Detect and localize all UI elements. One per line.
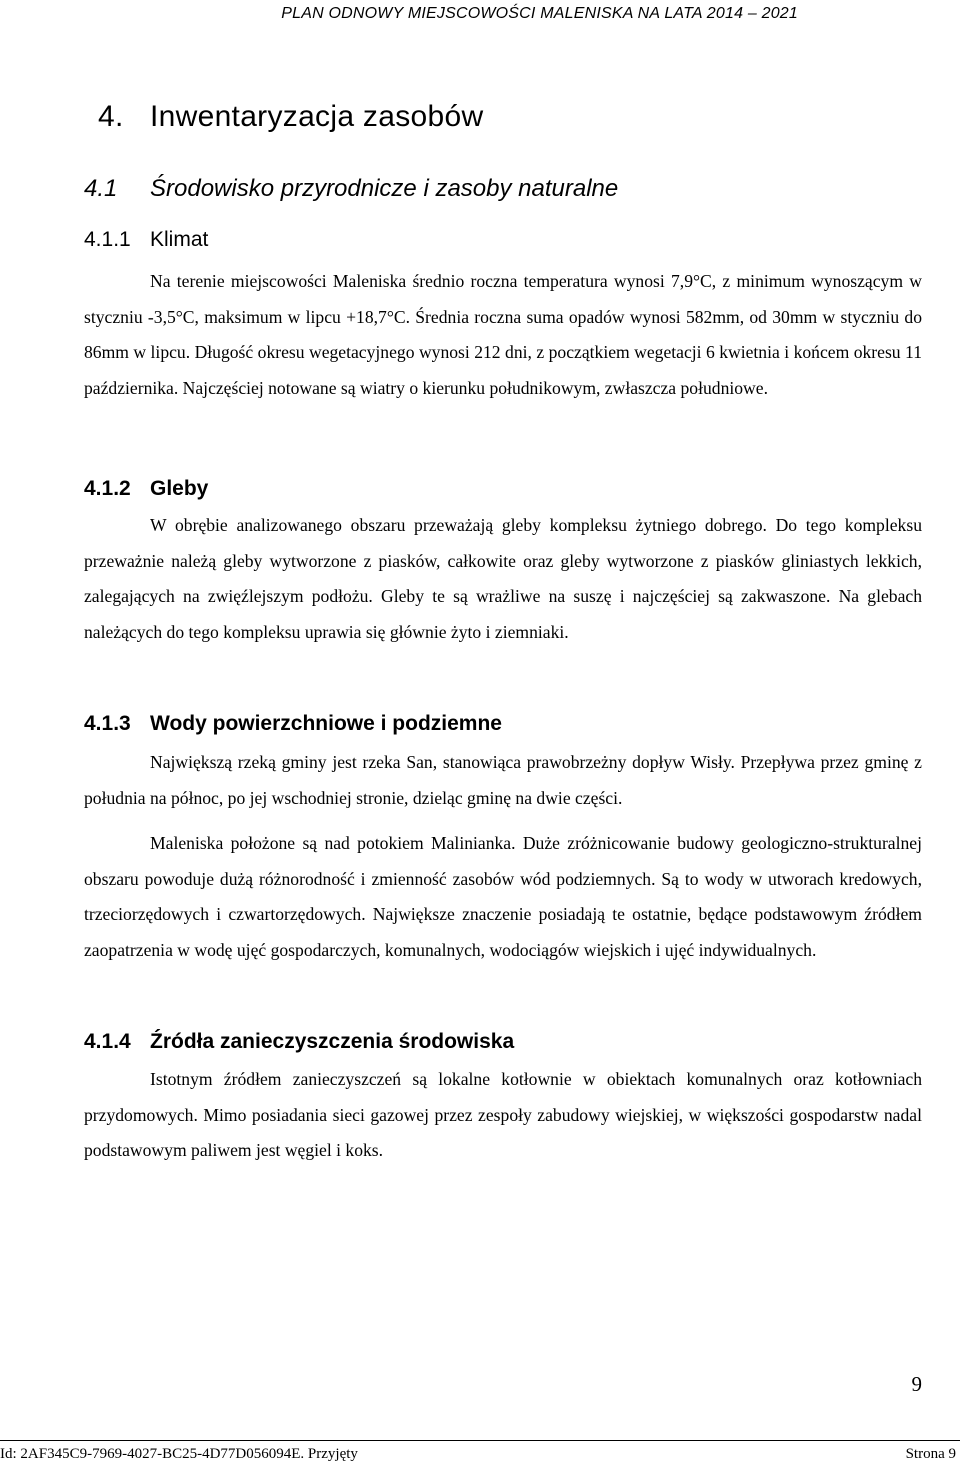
klimat-number: 4.1.1: [84, 228, 131, 251]
section-heading: [98, 100, 483, 134]
klimat-paragraph: Na terenie miejscowości Maleniska średnio roczna temperatura wynosi 7,9°C, z minimum wynoszącym w styczniu -3,5°C, maksimum w lipcu +18,7°C. Średnia roczna suma opadów wynosi 582mm, od 30mm w styczniu do 86mm w lipcu. Długość okresu wegetacyjnego wynosi 212 dni, z początkiem wegetacji 6 kwietnia i końcem okresu 11 października. Najczęściej notowane są wiatry o kierunku południkowym, zwłaszcza południowe.: [84, 271, 922, 398]
klimat-heading: [84, 228, 208, 252]
zrodla-number: 4.1.4: [84, 1030, 131, 1053]
subsection-number: 4.1: [84, 175, 118, 202]
wody-paragraph-1: Największą rzeką gminy jest rzeka San, stanowiąca prawobrzeżny dopływ Wisły. Przepływa przez gminę z południa na północ, po jej wschodniej stronie, dzieląc gminę na dwie części.: [84, 752, 922, 808]
section-title: Inwentaryzacja zasobów: [150, 100, 484, 133]
footer-page-label: Strona 9: [905, 1446, 956, 1462]
zrodla-heading: [84, 1030, 514, 1054]
wody-heading: [84, 712, 502, 736]
gleby-title: Gleby: [150, 477, 209, 500]
footer-document-id: Id: 2AF345C9-7969-4027-BC25-4D77D056094E. Przyjęty: [0, 1446, 358, 1462]
footer-divider: [0, 1440, 960, 1441]
gleby-number: 4.1.2: [84, 477, 131, 500]
klimat-title: Klimat: [150, 228, 209, 251]
wody-paragraph-2: Maleniska położone są nad potokiem Malinianka. Duże zróżnicowanie budowy geologiczno-strukturalnej obszaru powoduje dużą różnorodność i zmienność zasobów wód podziemnych. Są to wody w utworach kredowych, trzeciorzędowych i czwartorzędowych. Największe znaczenie posiadają te ostatnie, będące podstawowym źródłem zaopatrzenia w wodę ujęć gospodarczych, komunalnych, wodociągów wiejskich i ujęć indywidualnych.: [84, 833, 922, 960]
running-header: PLAN ODNOWY MIEJSCOWOŚCI MALENISKA NA LATA 2014 – 2021: [281, 5, 798, 22]
subsection-heading: [84, 175, 618, 203]
zrodla-paragraph: Istotnym źródłem zanieczyszczeń są lokalne kotłownie w obiektach komunalnych oraz kotłowniach przydomowych. Mimo posiadania sieci gazowej przez zespoły zabudowy wiejskiej, w większości gospodarstw nadal podstawowym paliwem jest węgiel i koks.: [84, 1069, 922, 1161]
subsection-title: Środowisko przyrodnicze i zasoby naturalne: [150, 175, 619, 202]
wody-number: 4.1.3: [84, 712, 131, 735]
gleby-heading: [84, 477, 208, 501]
gleby-paragraph: W obrębie analizowanego obszaru przeważają gleby kompleksu żytniego dobrego. Do tego kompleksu przeważnie należą gleby wytworzone z piasków, całkowite oraz gleby wytworzone z piasków gliniastych lekkich, zalegających na zwięźlejszym podłożu. Gleby te są wrażliwe na suszę i najczęściej są zakwaszone. Na glebach należących do tego kompleksu uprawia się głównie żyto i ziemniaki.: [84, 515, 922, 642]
page-number: 9: [911, 1372, 922, 1396]
section-number: 4.: [98, 100, 124, 133]
wody-title: Wody powierzchniowe i podziemne: [150, 712, 502, 735]
zrodla-title: Źródła zanieczyszczenia środowiska: [150, 1030, 515, 1053]
